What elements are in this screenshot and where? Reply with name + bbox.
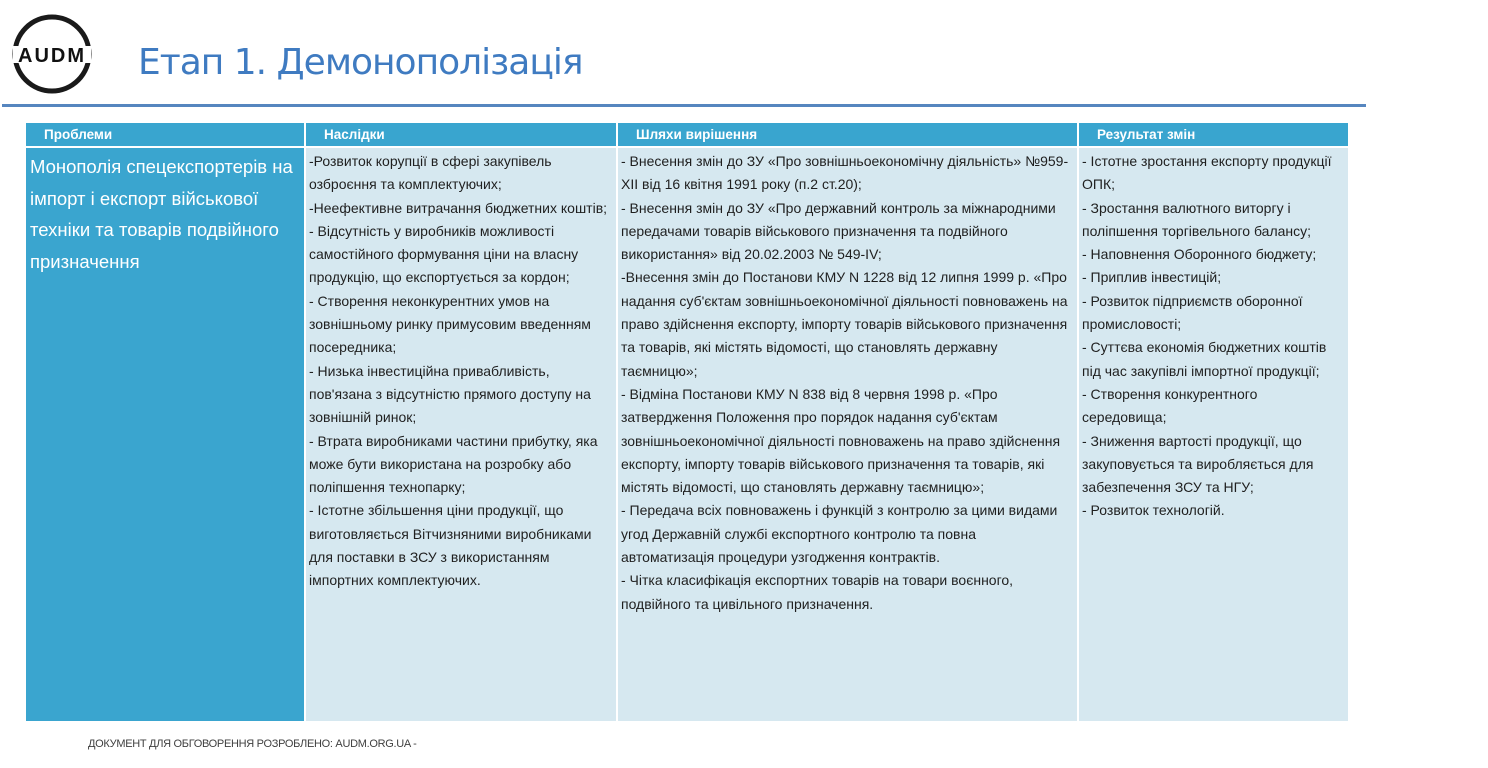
title-divider	[2, 104, 1366, 107]
solution-item: - Внесення змін до ЗУ «Про зовнішньоекономічну діяльність» №959-XII від 16 квітня 1991 року (п.2 ст.20);	[621, 153, 1069, 193]
footer-note: ДОКУМЕНТ ДЛЯ ОБГОВОРЕННЯ РОЗРОБЛЕНО: AUDM.ORG.UA -	[88, 738, 417, 750]
results-cell	[1078, 147, 1348, 721]
consequence-item: -Розвиток корупції в сфері закупівель озброєння та комплектуючих;	[309, 153, 552, 193]
header-results: Результат змін	[1078, 123, 1348, 147]
consequence-item: - Втрата виробниками частини прибутку, яка може бути використана на розробку або поліпшення технопарку;	[309, 432, 598, 496]
page-title: Етап 1. Демонополізація	[138, 42, 583, 83]
header-problems: Проблеми	[26, 123, 305, 147]
header-consequences: Наслідки	[305, 123, 617, 147]
consequence-item: - Низька інвестиційна привабливість, пов'язана з відсутністю прямого доступу на зовнішній ринок;	[309, 362, 591, 426]
logo-text: AUDM	[18, 45, 86, 67]
header-solutions: Шляхи вирішення	[617, 123, 1078, 147]
solution-item: - Чітка класифікація експортних товарів на товари воєнного, подвійного та цивільного призначення.	[621, 572, 1014, 612]
consequence-item: - Відсутність у виробників можливості самостійного формування ціни на власну продукцію, що експортується за кордон;	[309, 222, 579, 286]
problem-text: Монополія спецекспортерів на імпорт і експорт військової техніки та товарів подвійного призначення	[30, 156, 293, 272]
result-item: - Суттєва економія бюджетних коштів під час закупівлі імпортної продукції;	[1082, 339, 1327, 379]
result-item: - Приплив інвестицій;	[1082, 269, 1222, 286]
solution-item: - Відміна Постанови КМУ N 838 від 8 червня 1998 р. «Про затвердження Положення про порядок надання суб'єктам зовнішньоекономічної діяльності повноважень на право здійснення експорту, імпорту товарів військового призначення та товарів, які містять відомості, що становлять державну таємницю»;	[621, 385, 1061, 496]
result-item: - Розвиток технологій.	[1082, 502, 1225, 519]
result-item: - Розвиток підприємств оборонної промисловості;	[1082, 292, 1303, 333]
demonopolization-table	[26, 123, 1348, 721]
consequence-item: -Неефективне витрачання бюджетних коштів;	[309, 199, 608, 216]
result-item: - Створення конкурентного середовища;	[1082, 385, 1258, 426]
consequences-cell	[305, 147, 617, 721]
consequence-item: - Створення неконкурентних умов на зовнішньому ринку примусовим введенням посередника;	[309, 292, 591, 356]
solution-item: - Внесення змін до ЗУ «Про державний контроль за міжнародними передачами товарів військового призначення та подвійного використання» від 20.02.2003 № 549-IV;	[621, 199, 1056, 263]
solutions-cell	[617, 147, 1078, 721]
audm-logo	[10, 14, 94, 94]
solution-item: -Внесення змін до Постанови КМУ N 1228 від 12 липня 1999 р. «Про надання суб'єктам зовнішньоекономічної діяльності повноважень на право здійснення експорту, імпорту товарів військового призначення та товарів, які містять відомості, що становлять державну таємницю»;	[621, 269, 1068, 379]
result-item: - Зростання валютного виторгу і поліпшення торгівельного балансу;	[1082, 199, 1312, 239]
result-item: - Зниження вартості продукції, що закуповується та виробляється для забезпечення ЗСУ та НГУ;	[1082, 432, 1314, 496]
consequence-item: - Істотне збільшення ціни продукції, що виготовляється Вітчизняними виробниками для поставки в ЗСУ з використанням імпортних комплектуючих.	[309, 502, 592, 589]
result-item: - Істотне зростання експорту продукції ОПК;	[1082, 153, 1332, 193]
solution-item: - Передача всіх повноважень і функцій з контролю за цими видами угод Державній службі експортного контролю та повна автоматизація процедури узгодження контрактів.	[621, 502, 1058, 566]
result-item: - Наповнення Оборонного бюджету;	[1082, 246, 1317, 263]
problem-cell	[26, 147, 305, 721]
